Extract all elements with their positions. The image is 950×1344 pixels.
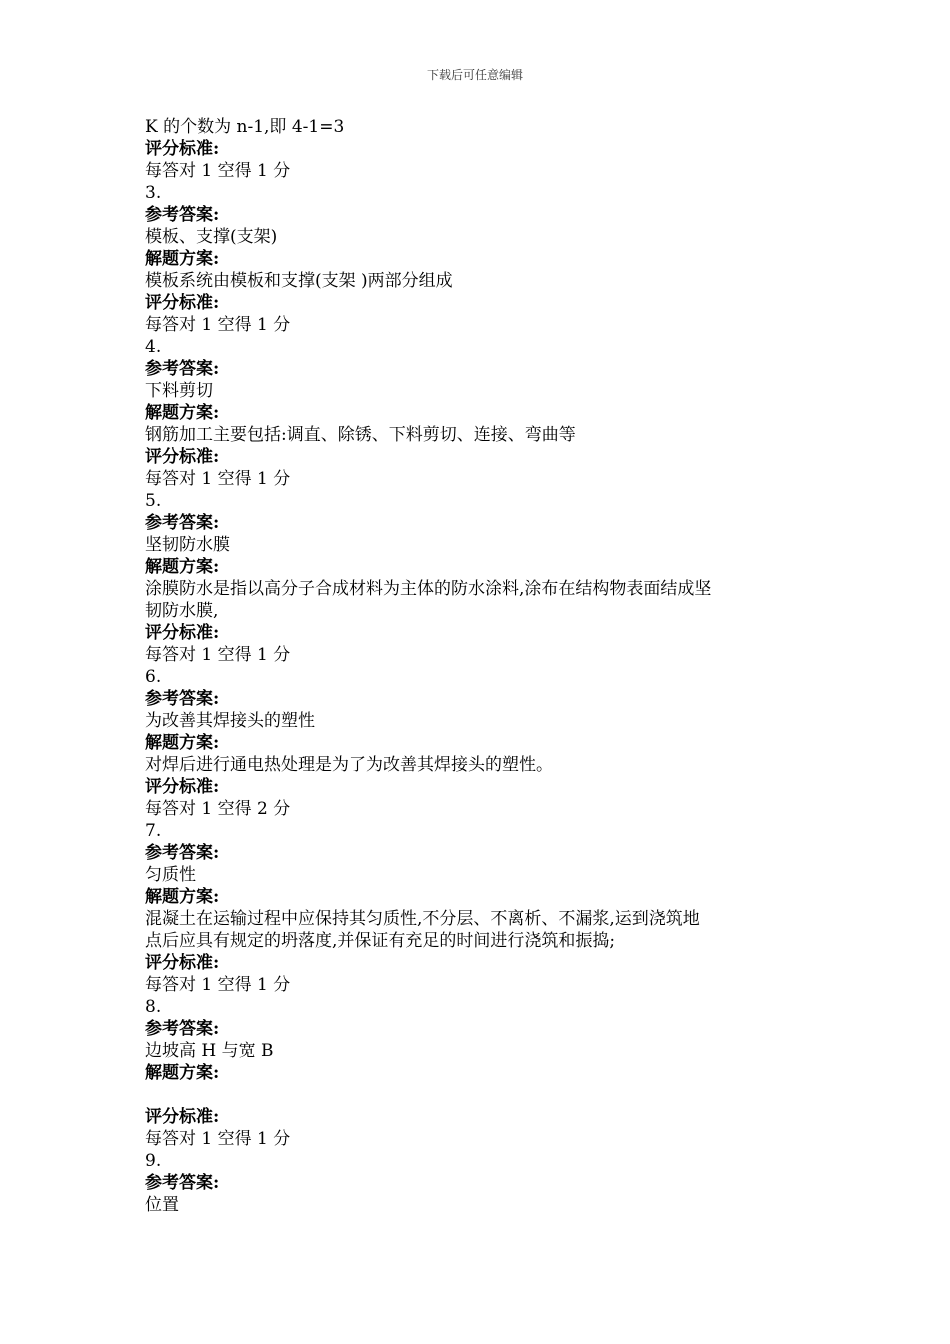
text-line: 匀质性: [145, 865, 196, 885]
section-label: 评分标准:: [145, 953, 220, 973]
text-line: 模板系统由模板和支撑(支架 )两部分组成: [145, 271, 453, 291]
answer-content: [145, 116, 805, 1216]
text-line: 每答对 1 空得 1 分: [145, 469, 291, 489]
text-line: 位置: [145, 1195, 179, 1215]
question-number: 7.: [145, 821, 162, 841]
section-label: 参考答案:: [145, 205, 220, 225]
section-label: 评分标准:: [145, 139, 220, 159]
section-label: 参考答案:: [145, 1173, 220, 1193]
blank-line: [145, 1084, 805, 1106]
text-line: 钢筋加工主要包括:调直、除锈、下料剪切、连接、弯曲等: [145, 425, 576, 445]
text-line: 每答对 1 空得 1 分: [145, 645, 291, 665]
text-line: 点后应具有规定的坍落度,并保证有充足的时间进行浇筑和振捣;: [145, 931, 616, 951]
section-label: 参考答案:: [145, 1019, 220, 1039]
section-label: 解题方案:: [145, 1063, 220, 1083]
text-line: 每答对 1 空得 1 分: [145, 161, 291, 181]
text-line: K 的个数为 n-1,即 4-1=3: [145, 117, 345, 137]
section-label: 解题方案:: [145, 887, 220, 907]
question-number: 4.: [145, 337, 162, 357]
text-line: 每答对 1 空得 1 分: [145, 975, 291, 995]
section-label: 参考答案:: [145, 843, 220, 863]
question-number: 8.: [145, 997, 162, 1017]
text-line: 坚韧防水膜: [145, 535, 230, 555]
section-label: 参考答案:: [145, 513, 220, 533]
text-line: 下料剪切: [145, 381, 213, 401]
text-line: 为改善其焊接头的塑性: [145, 711, 315, 731]
section-label: 评分标准:: [145, 293, 220, 313]
section-label: 参考答案:: [145, 359, 220, 379]
text-line: 每答对 1 空得 1 分: [145, 1129, 291, 1149]
question-number: 5.: [145, 491, 162, 511]
text-line: 边坡高 H 与宽 B: [145, 1041, 274, 1061]
text-line: 每答对 1 空得 2 分: [145, 799, 291, 819]
text-line: 涂膜防水是指以高分子合成材料为主体的防水涂料,涂布在结构物表面结成坚: [145, 579, 712, 599]
question-number: 9.: [145, 1151, 162, 1171]
section-label: 解题方案:: [145, 249, 220, 269]
section-label: 评分标准:: [145, 623, 220, 643]
section-label: 解题方案:: [145, 733, 220, 753]
question-number: 3.: [145, 183, 162, 203]
text-line: 混凝土在运输过程中应保持其匀质性,不分层、不离析、不漏浆,运到浇筑地: [145, 909, 700, 929]
section-label: 解题方案:: [145, 403, 220, 423]
text-line: 模板、支撑(支架): [145, 227, 278, 247]
text-line: 每答对 1 空得 1 分: [145, 315, 291, 335]
text-line: 对焊后进行通电热处理是为了为改善其焊接头的塑性。: [145, 755, 553, 775]
section-label: 参考答案:: [145, 689, 220, 709]
section-label: 评分标准:: [145, 447, 220, 467]
page-header: 下载后可任意编辑: [426, 68, 523, 82]
text-line: 韧防水膜,: [145, 601, 219, 621]
section-label: 评分标准:: [145, 1107, 220, 1127]
question-number: 6.: [145, 667, 162, 687]
section-label: 解题方案:: [145, 557, 220, 577]
section-label: 评分标准:: [145, 777, 220, 797]
